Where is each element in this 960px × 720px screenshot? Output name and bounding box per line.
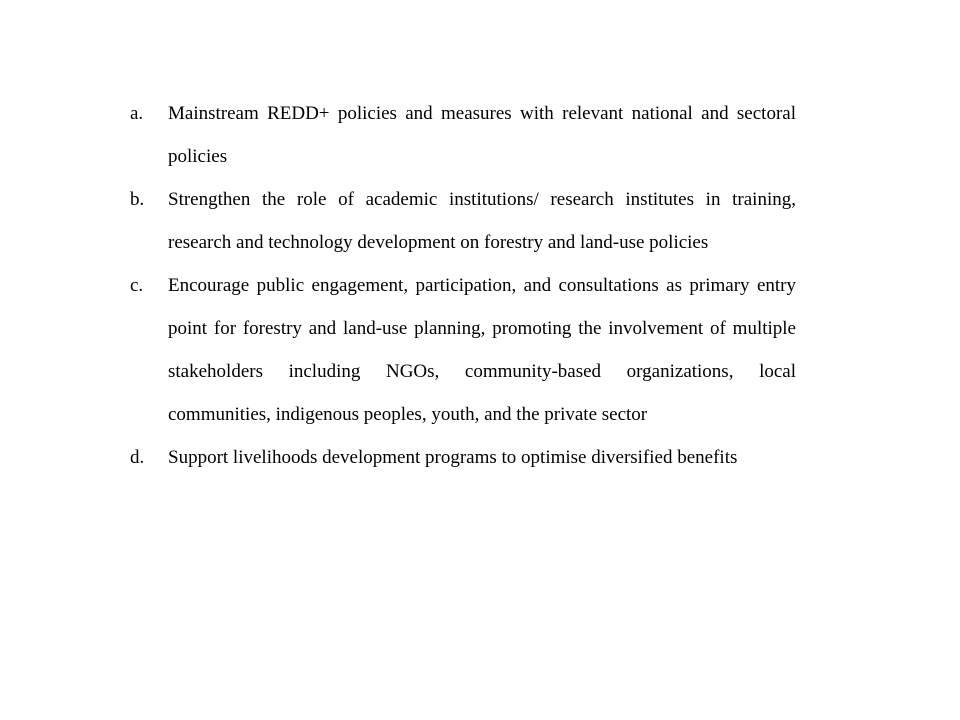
list-item-text: Encourage public engagement, participation, and consultations as primary entry point for forestry and land-use planning, promoting the involvement of multiple stakeholders including NGOs, community-based organizations, local communities, indigenous peoples, youth, and the private sector bbox=[168, 275, 796, 425]
list-item-text: Strengthen the role of academic institutions/ research institutes in training, research and technology development on forestry and land-use policies bbox=[168, 189, 796, 253]
list-marker: c. bbox=[130, 275, 144, 296]
list-item-c bbox=[130, 264, 796, 436]
list-item-text: Mainstream REDD+ policies and measures with relevant national and sectoral policies bbox=[168, 103, 796, 167]
list-item-text: Support livelihoods development programs to optimise diversified benefits bbox=[168, 447, 738, 468]
list-item-a bbox=[130, 92, 796, 178]
list-marker: a. bbox=[130, 103, 144, 124]
policy-list bbox=[130, 92, 796, 480]
list-marker: b. bbox=[130, 189, 145, 210]
list-item-d bbox=[130, 436, 796, 480]
list-marker: d. bbox=[130, 447, 145, 468]
list-item-b bbox=[130, 178, 796, 264]
